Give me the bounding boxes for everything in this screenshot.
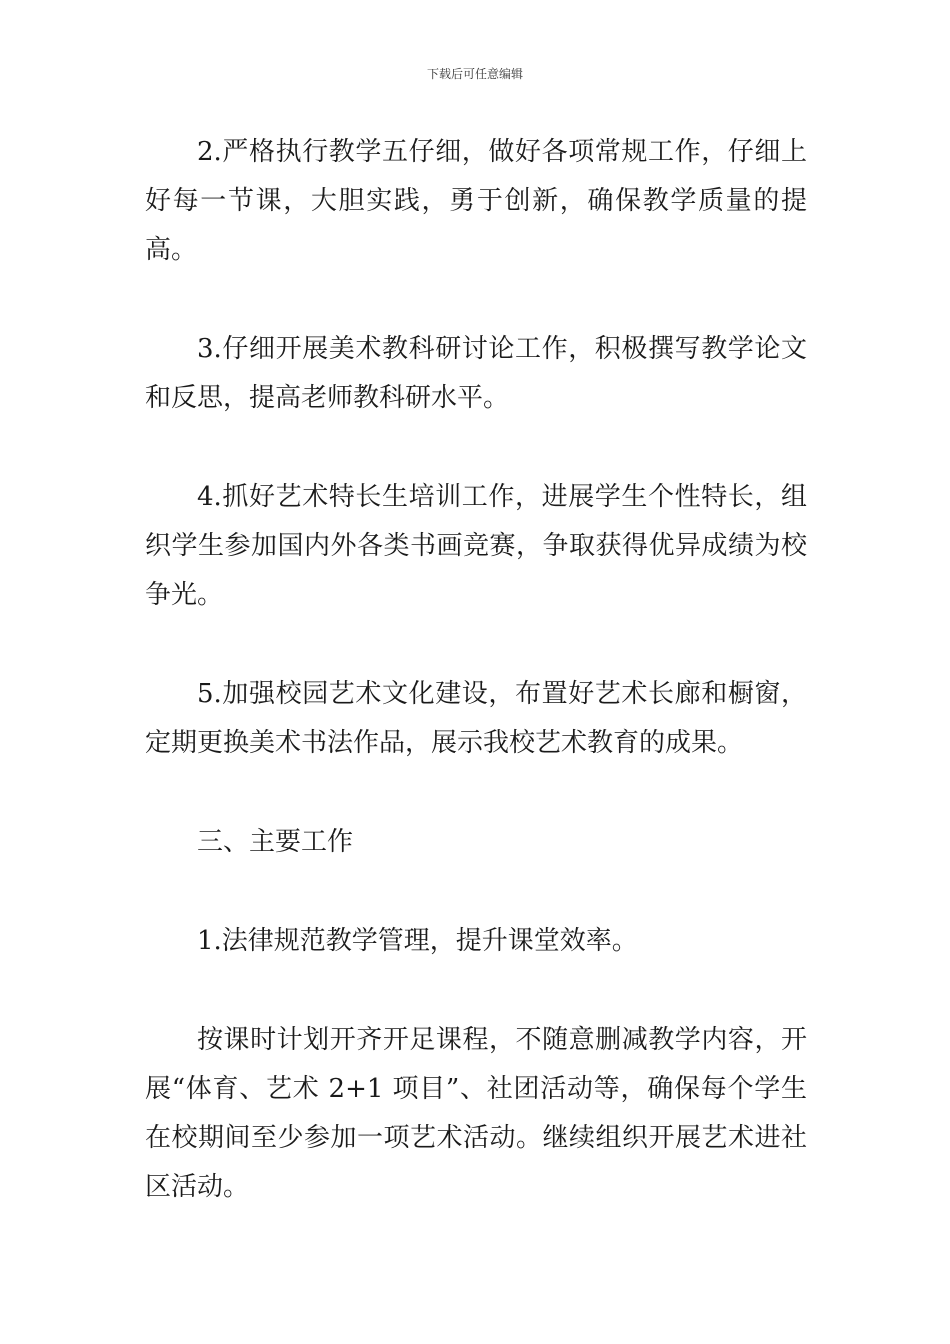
section-heading-main-work: 三、主要工作 (197, 827, 354, 857)
paragraph-course-plan: 按课时计划开齐开足课程，不随意删减教学内容，开展“体育、艺术 2+1 项目”、社团活动等，确保每个学生在校期间至少参加一项艺术活动。继续组织开展艺术进社区活动。 (145, 1025, 807, 1202)
subheading-teaching-management: 1.法律规范教学管理，提升课堂效率。 (197, 926, 638, 956)
paragraph-item-4: 4.抓好艺术特长生培训工作，进展学生个性特长，组织学生参加国内外各类书画竞赛，争取获得优异成绩为校争光。 (145, 482, 807, 610)
paragraph-item-5: 5.加强校园艺术文化建设，布置好艺术长廊和橱窗，定期更换美术书法作品，展示我校艺术教育的成果。 (145, 679, 807, 758)
page-header: 下载后可任意编辑 (426, 67, 523, 81)
paragraph-item-3: 3.仔细开展美术教科研讨论工作，积极撰写教学论文和反思，提高老师教科研水平。 (145, 334, 807, 413)
paragraph-item-2: 2.严格执行教学五仔细，做好各项常规工作，仔细上好每一节课，大胆实践，勇于创新，确保教学质量的提高。 (145, 137, 807, 265)
document-body (145, 128, 807, 1262)
